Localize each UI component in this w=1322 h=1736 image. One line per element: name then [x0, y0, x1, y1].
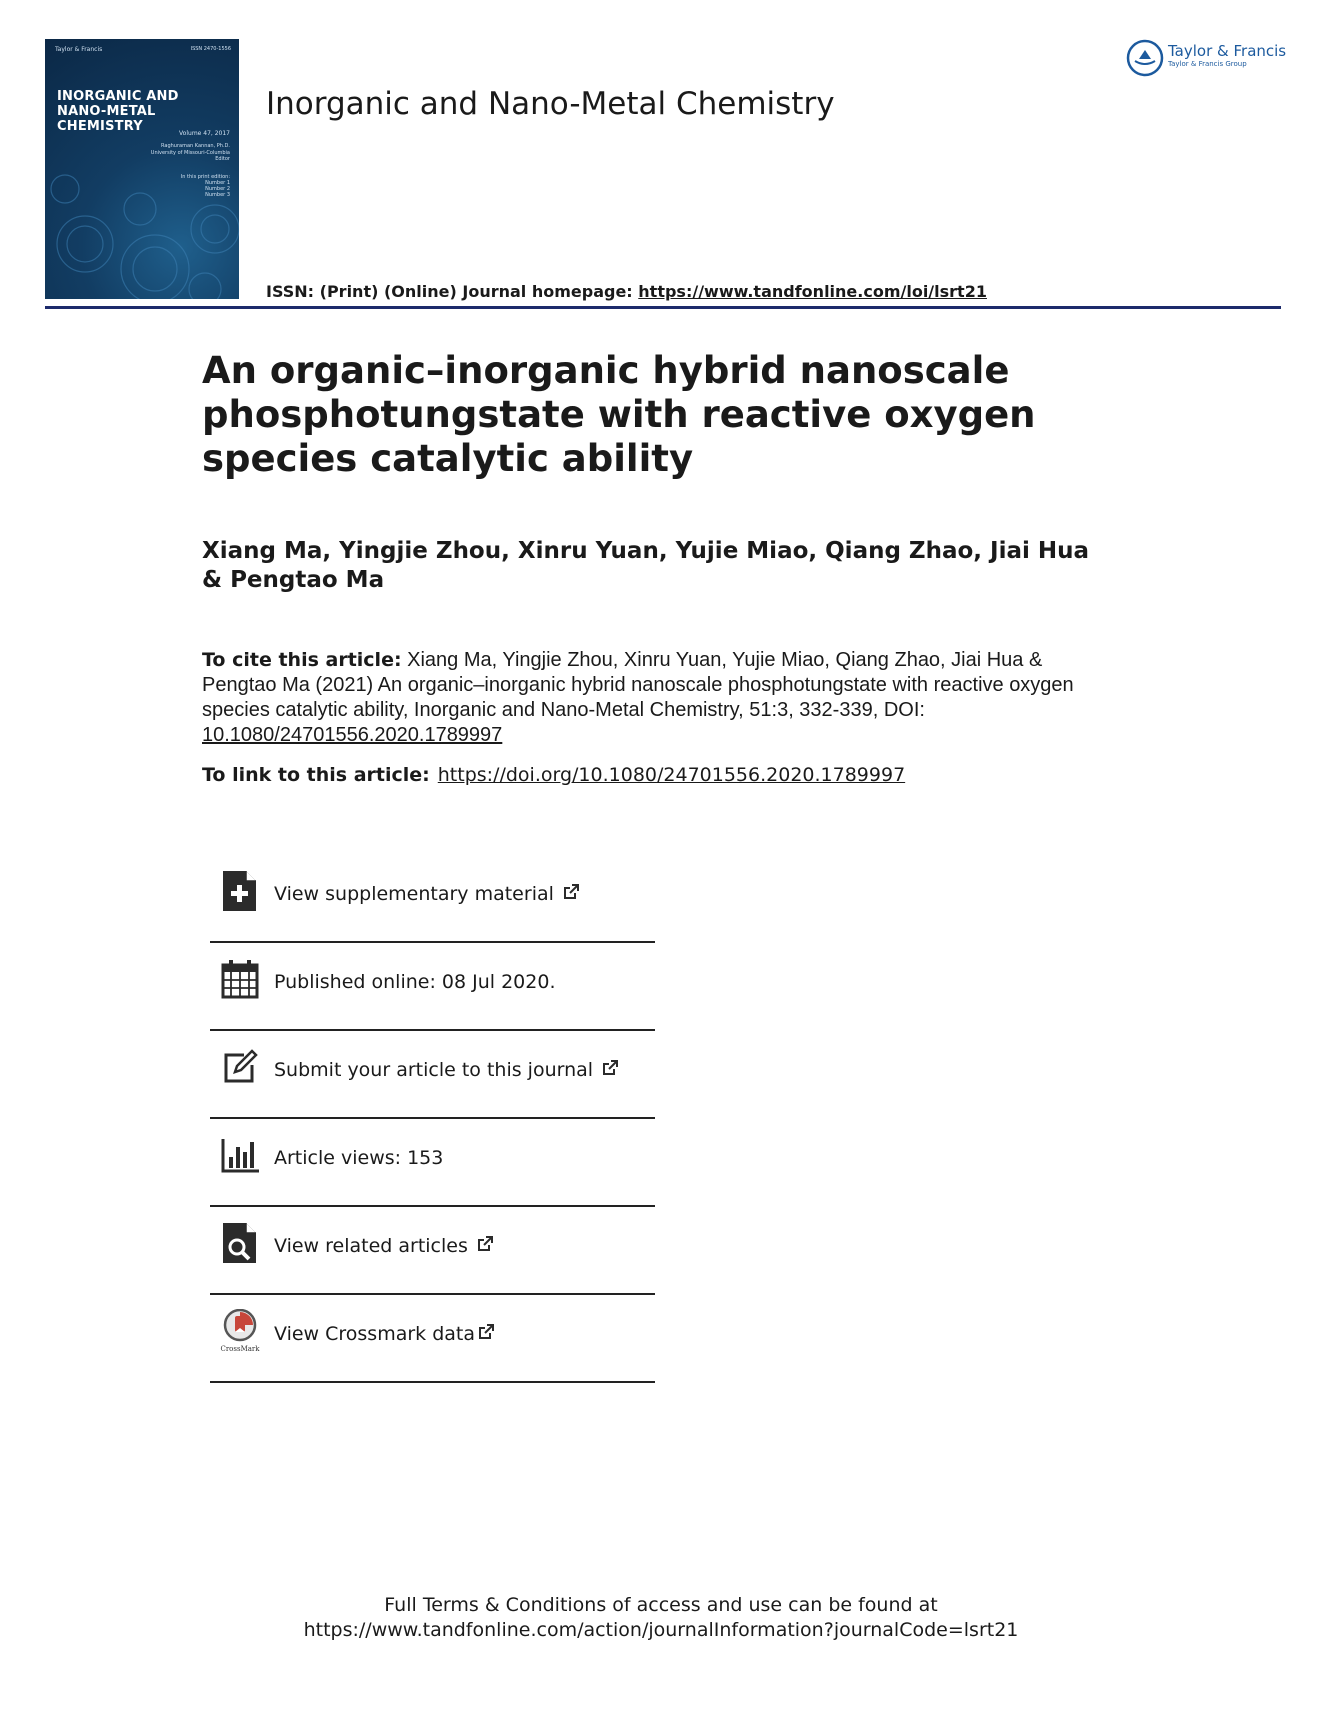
published-online-label: Published online: 08 Jul 2020.	[274, 971, 556, 993]
article-title: An organic–inorganic hybrid nanoscale phosphotungstate with reactive oxygen species catalytic ability	[202, 349, 1036, 480]
cite-label: To cite this article:	[202, 649, 402, 671]
journal-homepage-link[interactable]: https://www.tandfonline.com/loi/lsrt21	[638, 282, 987, 301]
related-articles-label: View related articles	[274, 1235, 468, 1257]
cover-title: INORGANIC AND NANO-METAL CHEMISTRY	[57, 89, 179, 134]
supplementary-label: View supplementary material	[274, 883, 554, 905]
cite-doi-link[interactable]: 10.1080/24701556.2020.1789997	[202, 724, 503, 746]
article-authors: Xiang Ma, Yingjie Zhou, Xinru Yuan, Yujie Miao, Qiang Zhao, Jiai Hua & Pengtao Ma	[202, 538, 1090, 593]
article-info-list	[210, 855, 655, 1383]
external-link-icon	[477, 1323, 495, 1341]
article-views-label: Article views: 153	[274, 1147, 444, 1169]
cover-issn: ISSN 2470-1556	[190, 46, 231, 52]
article-doi-link[interactable]: https://doi.org/10.1080/24701556.2020.1789997	[437, 764, 906, 786]
external-link-icon	[562, 883, 580, 901]
external-link-icon	[601, 1059, 619, 1077]
external-link-icon	[476, 1235, 494, 1253]
cover-nanoparticle-pattern	[45, 39, 239, 299]
calendar-icon	[220, 957, 260, 1001]
article-link-line	[202, 764, 905, 786]
link-label: To link to this article:	[202, 764, 430, 786]
journal-cover	[45, 39, 239, 299]
footer-terms-link[interactable]: https://www.tandfonline.com/action/journalInformation?journalCode=lsrt21	[303, 1619, 1019, 1641]
taylor-francis-logo[interactable]	[1126, 39, 1286, 79]
crossmark-label: View Crossmark data	[274, 1323, 476, 1345]
bar-chart-icon	[220, 1133, 260, 1177]
footer-terms-text: Full Terms & Conditions of access and use can be found at	[384, 1594, 938, 1616]
submit-article-label: Submit your article to this journal	[274, 1059, 594, 1081]
crossmark-item[interactable]	[210, 1295, 655, 1383]
crossmark-wordmark: CrossMark	[220, 1345, 260, 1353]
issn-homepage-line: ISSN: (Print) (Online) Journal homepage: https://www.tandfonline.com/loi/lsrt21	[266, 282, 987, 301]
cover-print-edition: In this print edition: Number 1 Number 2 Number 3	[180, 174, 230, 198]
cite-text: Xiang Ma, Yingjie Zhou, Xinru Yuan, Yujie Miao, Qiang Zhao, Jiai Hua & Pengtao Ma (2021) An organic–inorganic hybrid nanoscale phosphotungstate with reactive oxygen species catalytic ability, Inorganic and Nano-Metal Chemistry, 51:3, 332-339, DOI:	[202, 649, 1074, 721]
tf-logo-name: Taylor & Francis	[1168, 42, 1287, 60]
tf-logo-icon	[1126, 39, 1164, 77]
document-plus-icon	[220, 869, 260, 913]
related-articles-item[interactable]	[210, 1207, 655, 1295]
document-search-icon	[220, 1221, 260, 1265]
crossmark-badge	[220, 1309, 260, 1343]
cover-publisher: Taylor & Francis	[55, 46, 103, 53]
crossmark-icon	[220, 1309, 260, 1353]
submit-article-item[interactable]	[210, 1031, 655, 1119]
tf-logo-sub: Taylor & Francis Group	[1168, 60, 1247, 68]
citation-block	[202, 648, 1082, 748]
journal-title: Inorganic and Nano-Metal Chemistry	[266, 86, 835, 122]
published-online-item	[210, 943, 655, 1031]
cover-volume: Volume 47, 2017	[179, 130, 230, 137]
cover-editor: Raghuraman Kannan, Ph.D. University of Missouri-Columbia Editor	[150, 143, 230, 162]
footer	[0, 1593, 1322, 1643]
edit-icon	[220, 1045, 260, 1089]
supplementary-material-item[interactable]	[210, 855, 655, 943]
article-views-item	[210, 1119, 655, 1207]
header-rule	[45, 306, 1281, 309]
